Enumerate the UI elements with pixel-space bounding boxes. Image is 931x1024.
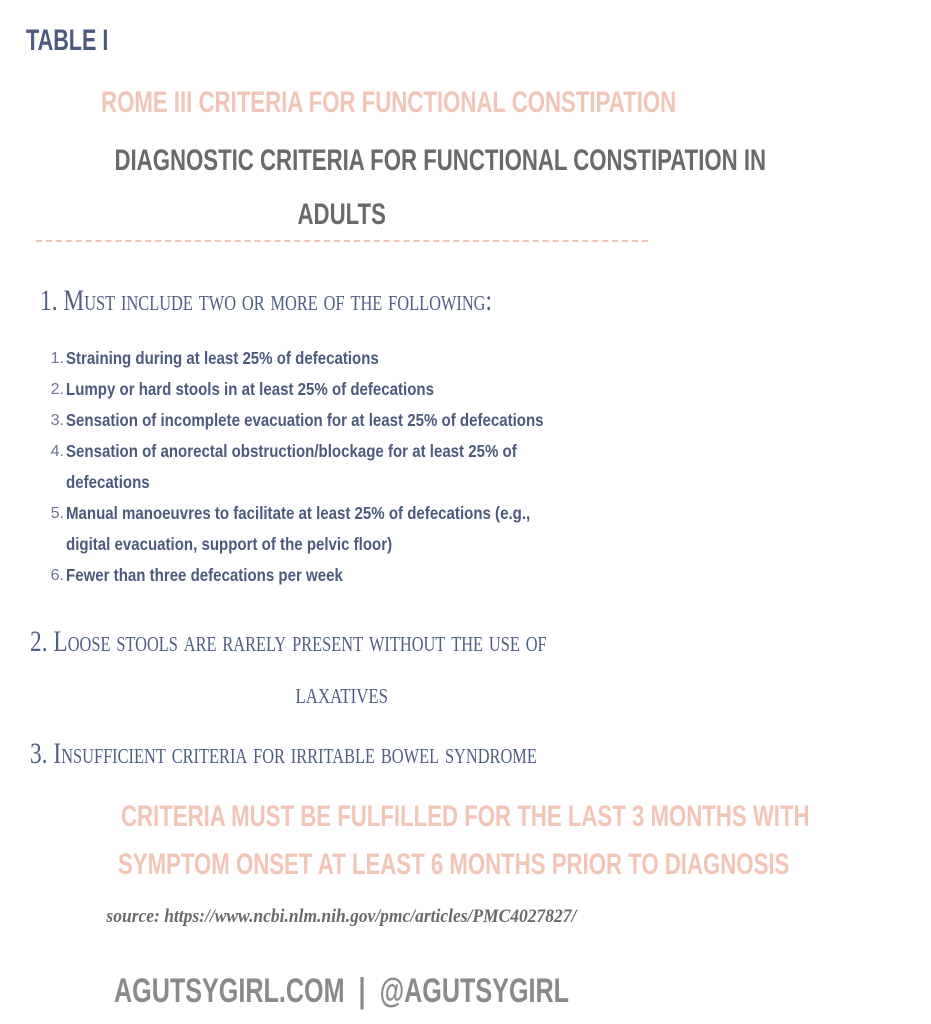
diagnostic-title-line1-text: DIAGNOSTIC CRITERIA FOR FUNCTIONAL CONSTIPATION IN bbox=[114, 144, 767, 177]
diagnostic-title-line2 bbox=[0, 198, 683, 232]
criterion-1-heading: 1. Must include two or more of the following: bbox=[40, 284, 492, 317]
list-item bbox=[0, 374, 683, 405]
list-item-text: Fewer than three defecations per week bbox=[66, 565, 343, 585]
list-item bbox=[0, 498, 683, 560]
timing-note-line1 bbox=[0, 800, 810, 834]
list-item-text: Sensation of incomplete evacuation for at least 25% of defecations bbox=[66, 410, 544, 430]
list-item-text-line1: Sensation of anorectal obstruction/blockage for at least 25% of bbox=[66, 441, 517, 461]
footer-branding-text: AGUTSYGIRL.COM | @AGUTSYGIRL bbox=[113, 972, 570, 1010]
list-item bbox=[0, 405, 683, 436]
timing-note-line1-text: CRITERIA MUST BE FULFILLED FOR THE LAST 3 MONTHS WITH bbox=[120, 800, 810, 833]
list-item-text: Straining during at least 25% of defecations bbox=[66, 348, 379, 368]
list-item-text: Lumpy or hard stools in at least 25% of defecations bbox=[66, 379, 434, 399]
list-item-number: 1. bbox=[50, 350, 64, 367]
criterion-2-heading-line2-text: laxatives bbox=[295, 677, 388, 710]
list-item-number: 3. bbox=[50, 412, 64, 429]
list-item bbox=[0, 343, 683, 374]
footer-branding bbox=[0, 972, 683, 1011]
sub-criteria-list bbox=[0, 343, 683, 591]
criterion-3-heading: 3. Insufficient criteria for irritable bowel syndrome bbox=[30, 737, 537, 770]
diagnostic-title-line2-text: ADULTS bbox=[297, 198, 386, 231]
criterion-2-heading-line2 bbox=[0, 677, 683, 711]
timing-note-line2-text: SYMPTOM ONSET AT LEAST 6 MONTHS PRIOR TO DIAGNOSIS bbox=[117, 848, 790, 881]
list-item-text-line2: defecations bbox=[66, 472, 150, 492]
list-item bbox=[0, 436, 683, 498]
list-item-number: 4. bbox=[50, 443, 64, 460]
list-item-number: 6. bbox=[50, 567, 64, 584]
list-item bbox=[0, 560, 683, 591]
list-item-number: 5. bbox=[50, 505, 64, 522]
dashed-divider bbox=[36, 240, 648, 242]
timing-note-line2 bbox=[0, 848, 790, 882]
table-label: TABLE I bbox=[26, 24, 109, 57]
rome-criteria-title-text: ROME III CRITERIA FOR FUNCTIONAL CONSTIPATION bbox=[101, 86, 677, 119]
source-citation bbox=[0, 906, 683, 928]
criterion-2-heading-line1: 2. Loose stools are rarely present without the use of bbox=[30, 625, 547, 658]
list-item-number: 2. bbox=[50, 381, 64, 398]
rome-criteria-title bbox=[0, 86, 683, 120]
source-citation-text: source: https://www.ncbi.nlm.nih.gov/pmc/articles/PMC4027827/ bbox=[106, 906, 577, 927]
diagnostic-title-line1 bbox=[0, 144, 767, 178]
list-item-text-line1: Manual manoeuvres to facilitate at least 25% of defecations (e.g., bbox=[66, 503, 531, 523]
list-item-text-line2: digital evacuation, support of the pelvic floor) bbox=[66, 534, 393, 554]
